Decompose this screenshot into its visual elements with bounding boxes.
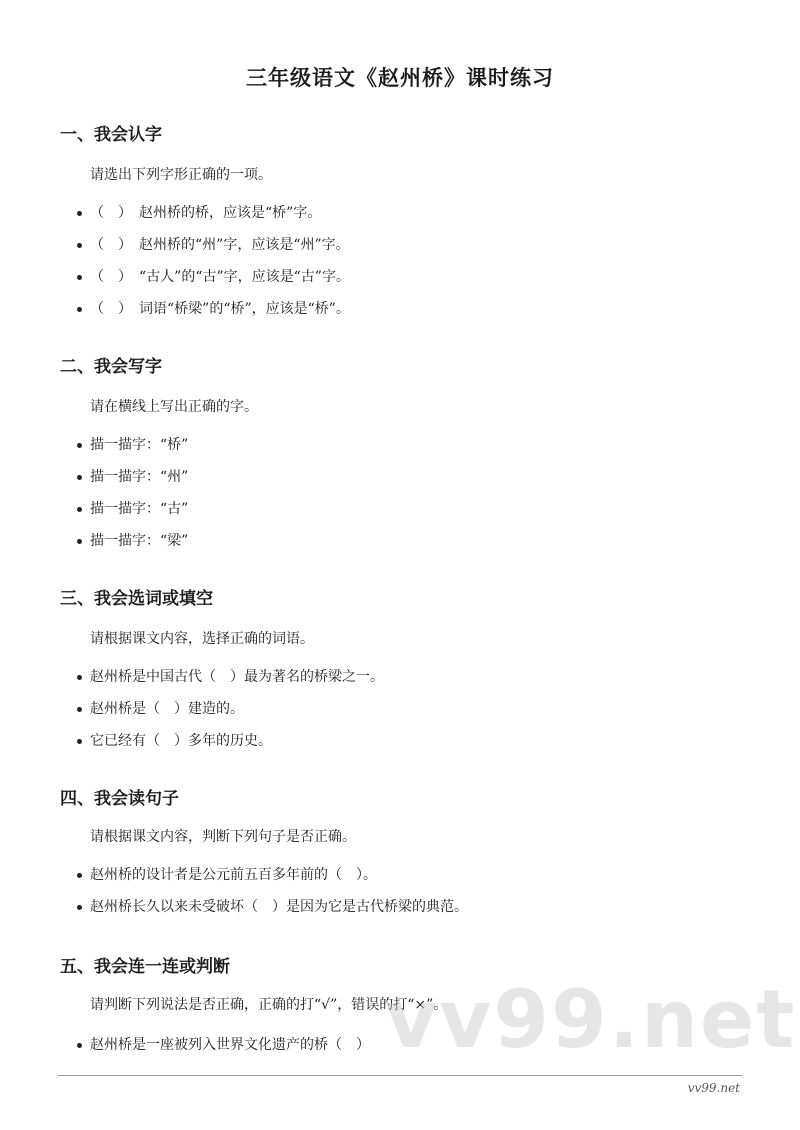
section-heading: 三、我会选词或填空 [60,589,213,609]
list-item: 赵州桥长久以来未受破坏（ ）是因为它是古代桥梁的典范。 [60,897,750,929]
item-list [60,203,750,331]
list-item: 描一描字：“古” [60,499,750,531]
list-item: 描一描字：“州” [60,467,750,499]
section-instruction: 请根据课文内容，选择正确的词语。 [90,631,314,647]
item-list [60,1035,750,1067]
list-item: 它已经有（ ）多年的历史。 [60,731,750,763]
list-item: 赵州桥是（ ）建造的。 [60,699,750,731]
list-item: （ ） “古人”的“古”字，应该是“古”字。 [60,267,750,299]
list-item: 赵州桥是中国古代（ ）最为著名的桥梁之一。 [60,667,750,699]
section-instruction: 请判断下列说法是否正确，正确的打“√”，错误的打“×”。 [90,997,448,1013]
section-write-characters [60,357,750,563]
page-title: 三年级语文《赵州桥》课时练习 [246,66,554,90]
section-recognize-characters [60,125,750,331]
section-heading: 二、我会写字 [60,357,162,377]
section-heading: 五、我会连一连或判断 [60,957,230,977]
list-item: 描一描字：“梁” [60,531,750,563]
footer-divider [58,1075,742,1076]
item-list [60,667,750,763]
list-item: 赵州桥是一座被列入世界文化遗产的桥（ ） [60,1035,750,1067]
item-list [60,435,750,563]
footer-site-label: vv99.net [687,1081,740,1095]
list-item: （ ） 词语“桥梁”的“桥”，应该是“桥”。 [60,299,750,331]
list-item: 赵州桥的设计者是公元前五百多年前的（ ）。 [60,865,750,897]
section-read-sentences [60,789,750,929]
watermark: vv99.net [385,973,797,1066]
section-instruction: 请在横线上写出正确的字。 [90,399,258,415]
section-match-or-judge [60,957,750,1067]
list-item: 描一描字：“桥” [60,435,750,467]
section-instruction: 请根据课文内容，判断下列句子是否正确。 [90,829,356,845]
list-item: （ ） 赵州桥的桥，应该是“桥”字。 [60,203,750,235]
item-list [60,865,750,929]
list-item: （ ） 赵州桥的“州”字，应该是“州”字。 [60,235,750,267]
section-instruction: 请选出下列字形正确的一项。 [90,167,272,183]
section-choose-words [60,589,750,763]
section-heading: 四、我会读句子 [60,789,179,809]
section-heading: 一、我会认字 [60,125,162,145]
